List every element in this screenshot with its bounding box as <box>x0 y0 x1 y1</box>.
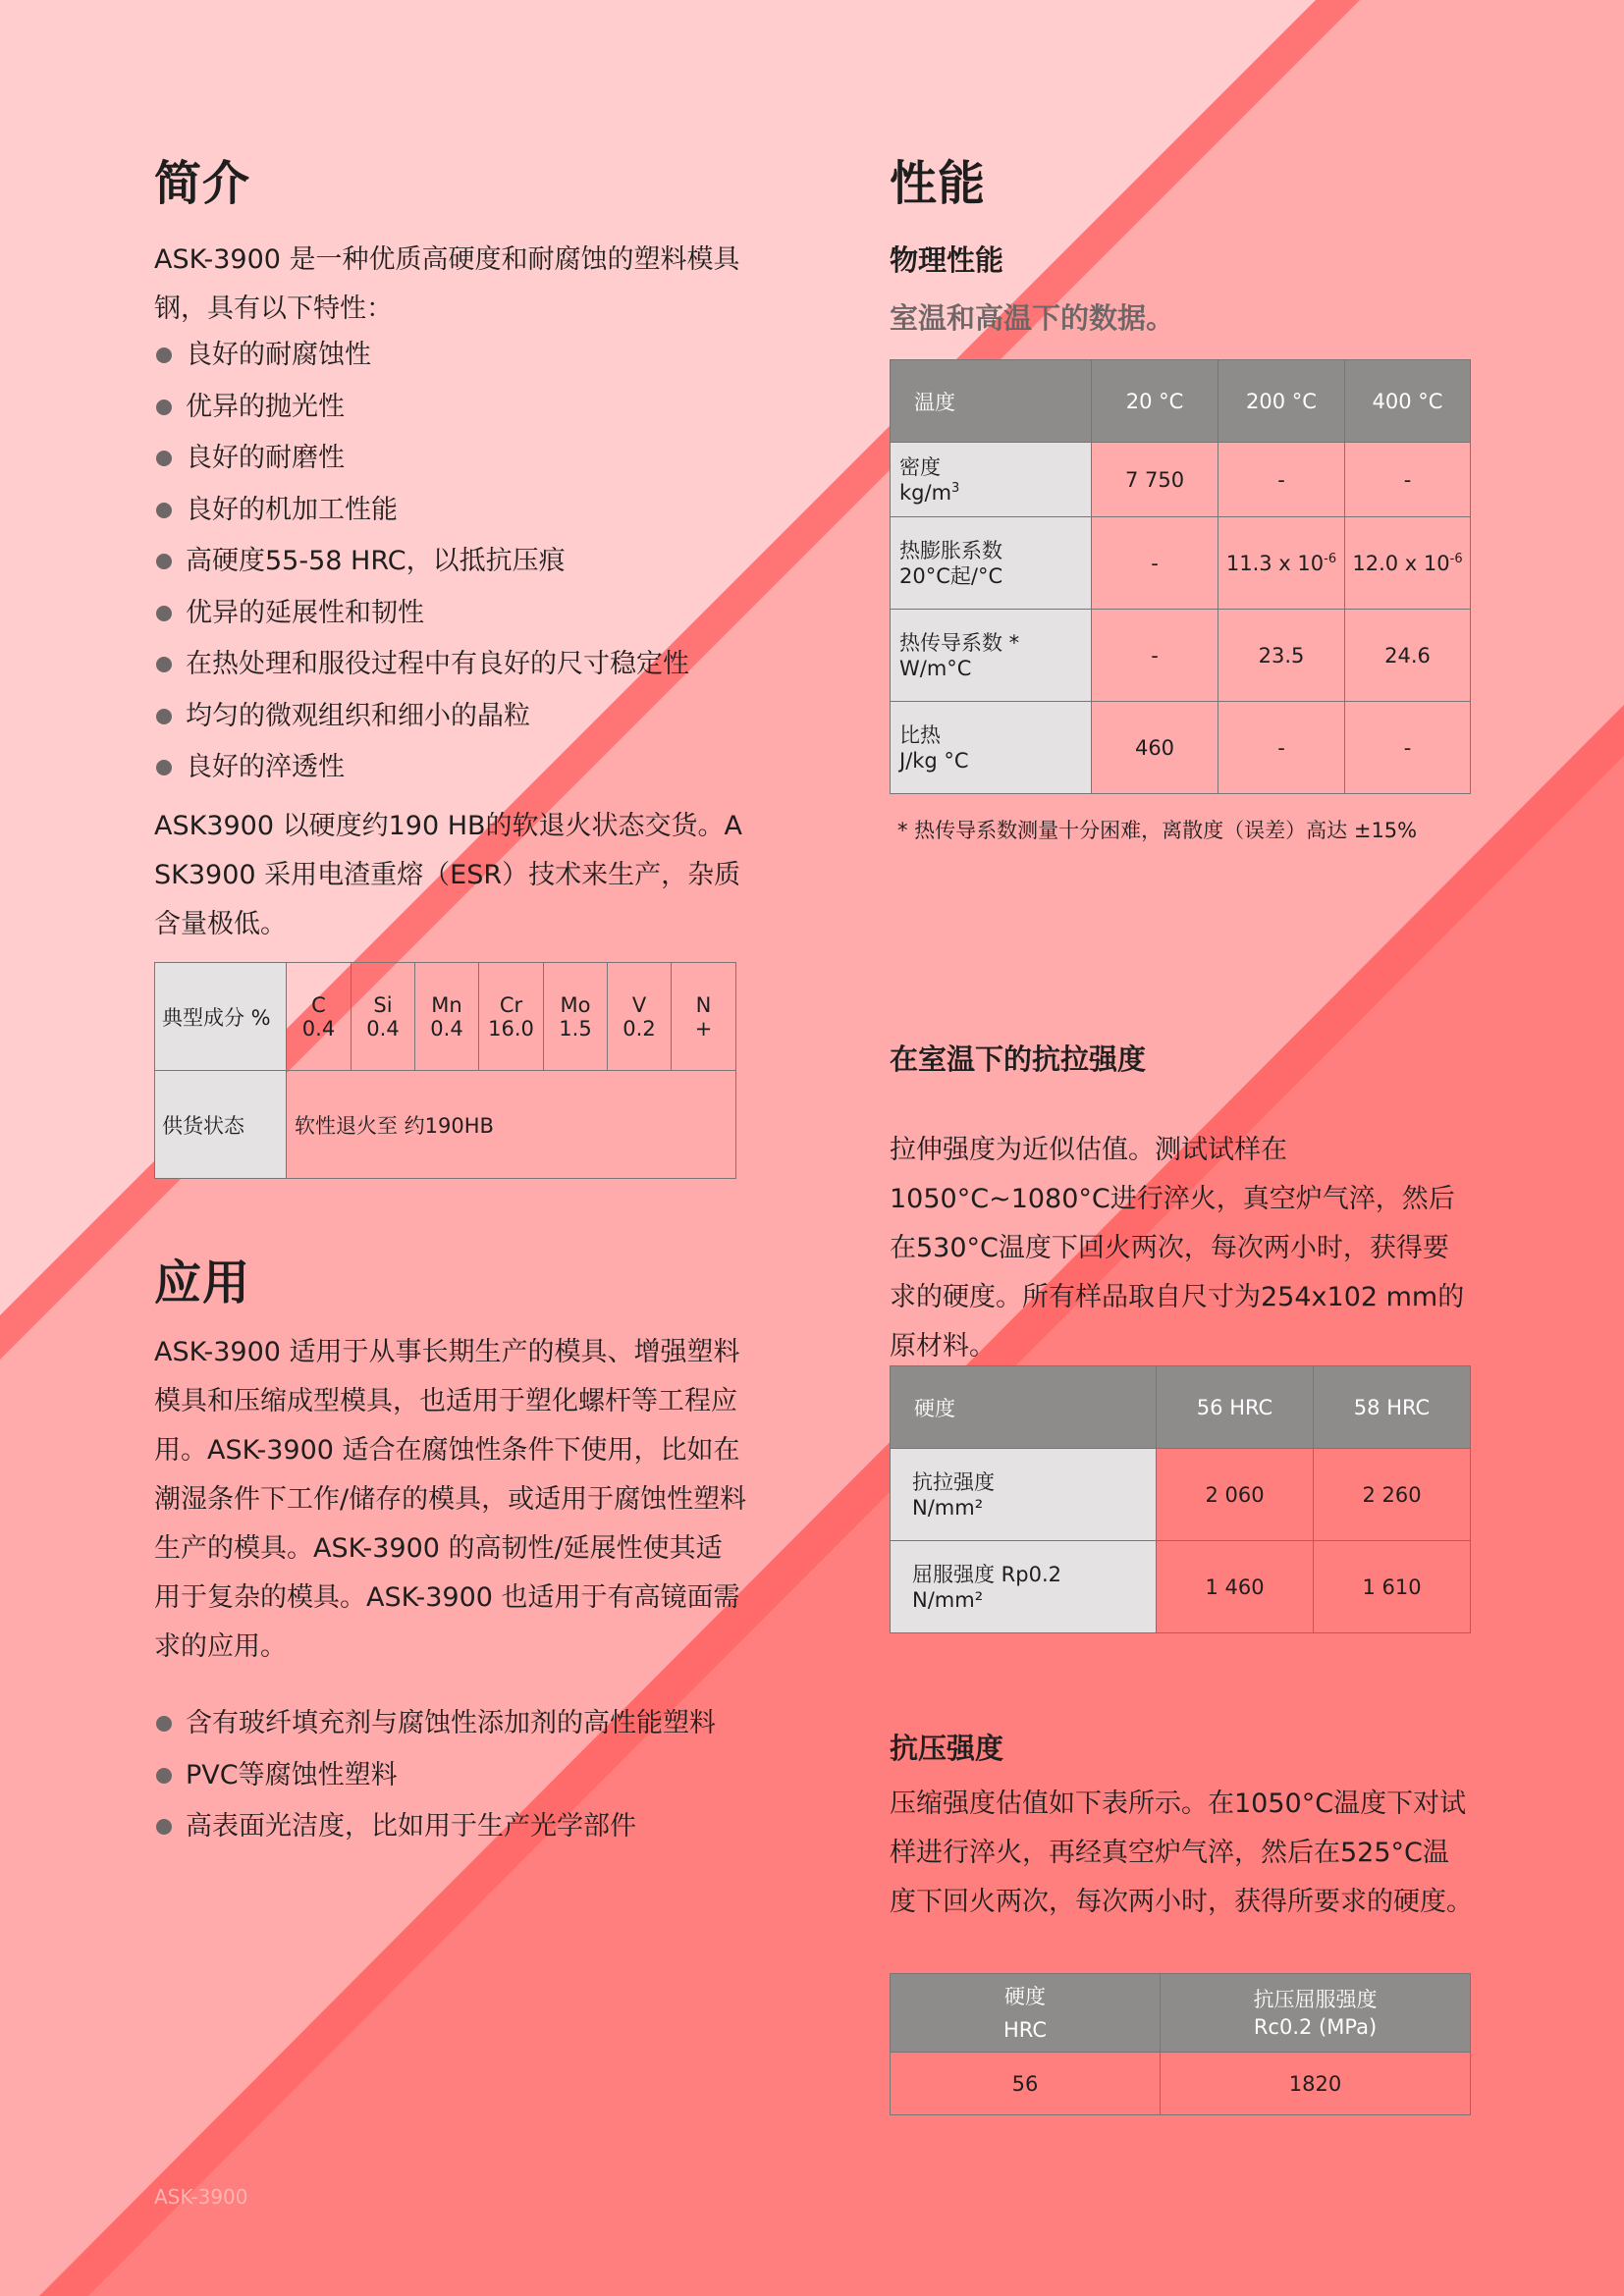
delivery-label: 供货状态 <box>155 1071 287 1179</box>
table-cell: 56 <box>891 2053 1161 2115</box>
tensile-table <box>890 1365 1471 1633</box>
table-cell: - <box>1092 610 1218 702</box>
table-cell: 460 <box>1092 702 1218 794</box>
list-item: 在热处理和服役过程中有良好的尺寸稳定性 <box>154 639 753 691</box>
table-header: 硬度 <box>891 1366 1157 1449</box>
table-cell: 11.3 x $10^{-6}$ <box>1218 517 1345 610</box>
table-cell: 2 060 <box>1157 1449 1314 1541</box>
list-item: 均匀的微观组织和细小的晶粒 <box>154 691 753 743</box>
application-heading: 应用 <box>154 1255 251 1310</box>
table-cell: 24.6 <box>1345 610 1471 702</box>
table-row <box>891 1366 1471 1449</box>
row-label: 热膨胀系数 20°C起/°C <box>891 517 1092 610</box>
table-header: 硬度 HRC <box>891 1974 1161 2053</box>
table-row <box>891 1541 1471 1633</box>
composition-label: 典型成分 % <box>155 963 287 1071</box>
table-cell: 2 260 <box>1314 1449 1471 1541</box>
compressive-paragraph: 压缩强度估值如下表所示。在1050°C温度下对试样进行淬火，再经真空炉气淬，然后在525°C温度下回火两次，每次两小时，获得所要求的硬度。 <box>890 1789 1473 1917</box>
table-header: 58 HRC <box>1314 1366 1471 1449</box>
performance-heading: 性能 <box>890 156 987 211</box>
list-item: 良好的机加工性能 <box>154 485 753 537</box>
row-label: 屈服强度 Rp0.2 N/mm² <box>891 1541 1157 1633</box>
physical-footnote: * 热传导系数测量十分困难，离散度（误差）高达 ±15% <box>897 819 1418 842</box>
element-cell: Mn 0.4 <box>415 963 479 1071</box>
delivery-paragraph: ASK3900 以硬度约190 HB的软退火状态交货。ASK3900 采用电渣重熔（ESR）技术来生产，杂质含量极低。 <box>154 811 743 939</box>
composition-table <box>154 962 736 1179</box>
table-row <box>155 963 736 1071</box>
table-cell: 12.0 x $10^{-6}$ <box>1345 517 1471 610</box>
table-cell: - <box>1218 443 1345 517</box>
application-list <box>154 1698 753 1853</box>
element-cell: N + <box>672 963 736 1071</box>
table-cell: 23.5 <box>1218 610 1345 702</box>
table-cell: 1820 <box>1161 2053 1471 2115</box>
table-row <box>891 2053 1471 2115</box>
list-item: 高硬度55-58 HRC，以抵抗压痕 <box>154 536 753 588</box>
element-cell: C 0.4 <box>287 963 352 1071</box>
table-cell: - <box>1345 702 1471 794</box>
table-header: 温度 <box>891 360 1092 443</box>
element-cell: Si 0.4 <box>352 963 415 1071</box>
element-cell: V 0.2 <box>608 963 672 1071</box>
table-cell: 1 460 <box>1157 1541 1314 1633</box>
application-paragraph: ASK-3900 适用于从事长期生产的模具、增强塑料模具和压缩成型模具，也适用于塑化螺杆等工程应用。ASK-3900 适合在腐蚀性条件下使用，比如在潮湿条件下工作/储存的模具，或适用于腐蚀性塑料生产的模具。ASK-3900 的高韧性/延展性使其适用于复杂的模具。ASK-3900 也适用于有高镜面需求的应用。 <box>154 1337 747 1662</box>
table-cell: - <box>1092 517 1218 610</box>
table-header: 56 HRC <box>1157 1366 1314 1449</box>
table-cell: - <box>1345 443 1471 517</box>
footer-label: ASK-3900 <box>154 2185 248 2209</box>
element-cell: Mo 1.5 <box>544 963 608 1071</box>
table-row <box>891 610 1471 702</box>
table-cell: - <box>1218 702 1345 794</box>
list-item: 良好的耐磨性 <box>154 433 753 485</box>
table-header: 20 °C <box>1092 360 1218 443</box>
compressive-table <box>890 1973 1471 2115</box>
delivery-value: 软性退火至 约190HB <box>287 1071 736 1179</box>
table-row <box>891 517 1471 610</box>
feature-list <box>154 330 753 794</box>
intro-heading: 简介 <box>154 156 251 211</box>
table-header: 200 °C <box>1218 360 1345 443</box>
intro-paragraph: ASK-3900 是一种优质高硬度和耐腐蚀的塑料模具钢，具有以下特性： <box>154 244 740 324</box>
list-item: 含有玻纤填充剂与腐蚀性添加剂的高性能塑料 <box>154 1698 753 1750</box>
physical-subtitle: 室温和高温下的数据。 <box>890 301 1175 335</box>
tensile-paragraph: 拉伸强度为近似估值。测试试样在1050°C~1080°C进行淬火，真空炉气淬，然后在530°C温度下回火两次，每次两小时，获得要求的硬度。所有样品取自尺寸为254x102 mm的原材料。 <box>890 1135 1465 1362</box>
list-item: 良好的耐腐蚀性 <box>154 330 753 382</box>
list-item: 良好的淬透性 <box>154 742 753 794</box>
row-label: 密度 $kg/m^3$ <box>891 443 1092 517</box>
physical-table <box>890 359 1471 794</box>
table-cell: 7 750 <box>1092 443 1218 517</box>
physical-heading: 物理性能 <box>890 243 1004 277</box>
list-item: PVC等腐蚀性塑料 <box>154 1750 753 1802</box>
table-row <box>891 1974 1471 2053</box>
table-row <box>891 360 1471 443</box>
table-row <box>155 1071 736 1179</box>
row-label: 比热 J/kg °C <box>891 702 1092 794</box>
compressive-heading: 抗压强度 <box>890 1732 1004 1765</box>
tensile-heading: 在室温下的抗拉强度 <box>890 1042 1147 1076</box>
row-label: 抗拉强度 N/mm² <box>891 1449 1157 1541</box>
list-item: 高表面光洁度，比如用于生产光学部件 <box>154 1801 753 1853</box>
table-row <box>891 702 1471 794</box>
list-item: 优异的延展性和韧性 <box>154 588 753 640</box>
table-row <box>891 443 1471 517</box>
row-label: 热传导系数 * W/m°C <box>891 610 1092 702</box>
table-header: 抗压屈服强度 Rc0.2 (MPa) <box>1161 1974 1471 2053</box>
table-header: 400 °C <box>1345 360 1471 443</box>
element-cell: Cr 16.0 <box>479 963 544 1071</box>
table-cell: 1 610 <box>1314 1541 1471 1633</box>
list-item: 优异的抛光性 <box>154 382 753 434</box>
table-row <box>891 1449 1471 1541</box>
